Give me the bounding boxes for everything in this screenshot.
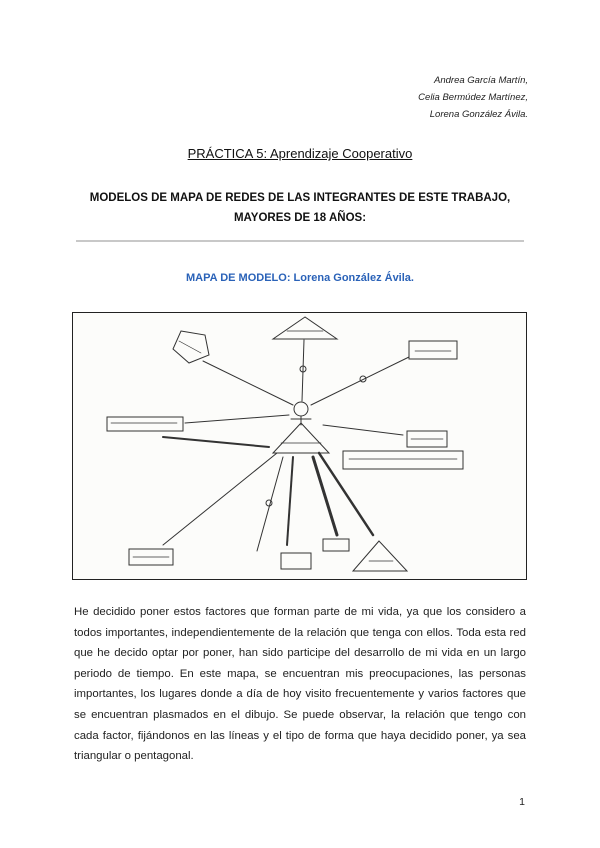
section-subtitle <box>60 188 540 228</box>
subtitle-line: MAYORES DE 18 AÑOS: <box>233 212 367 224</box>
subtitle-line: MODELOS DE MAPA DE REDES DE LAS INTEGRANTES DE ESTE TRABAJO, <box>89 192 511 204</box>
map-heading: MAPA DE MODELO: Lorena González Ávila. <box>186 272 414 284</box>
horizontal-divider <box>76 240 524 242</box>
page-number: 1 <box>519 796 525 808</box>
author-name: Celia Bermúdez Martínez, <box>418 92 528 103</box>
author-list <box>418 72 528 123</box>
practice-title: PRÁCTICA 5: Aprendizaje Cooperativo <box>187 146 413 161</box>
author-name: Andrea García Martín, <box>434 75 528 86</box>
map-paper <box>73 313 526 579</box>
author-name: Lorena González Ávila. <box>429 109 528 120</box>
body-paragraph: He decidido poner estos factores que forman parte de mi vida, ya que los considero a todos importantes, independientemente de la relación que tenga con ellos. Toda esta red que he decido optar por poner, han sido participe del desarrollo de mi vida en un largo periodo de tiempo. En este mapa, se encuentran mis preocupaciones, las personas importantes, los lugares donde a día de hoy visito frecuentemente y varios factores que se encuentran plasmados en el dibujo. Se puede observar, la relación que tengo con cada factor, fijándonos en las líneas y el tipo de forma que haya decidido poner, ya sea triangular o pentagonal. <box>74 606 526 763</box>
network-map-image <box>72 312 527 580</box>
hand-drawn-network-map <box>73 313 526 579</box>
